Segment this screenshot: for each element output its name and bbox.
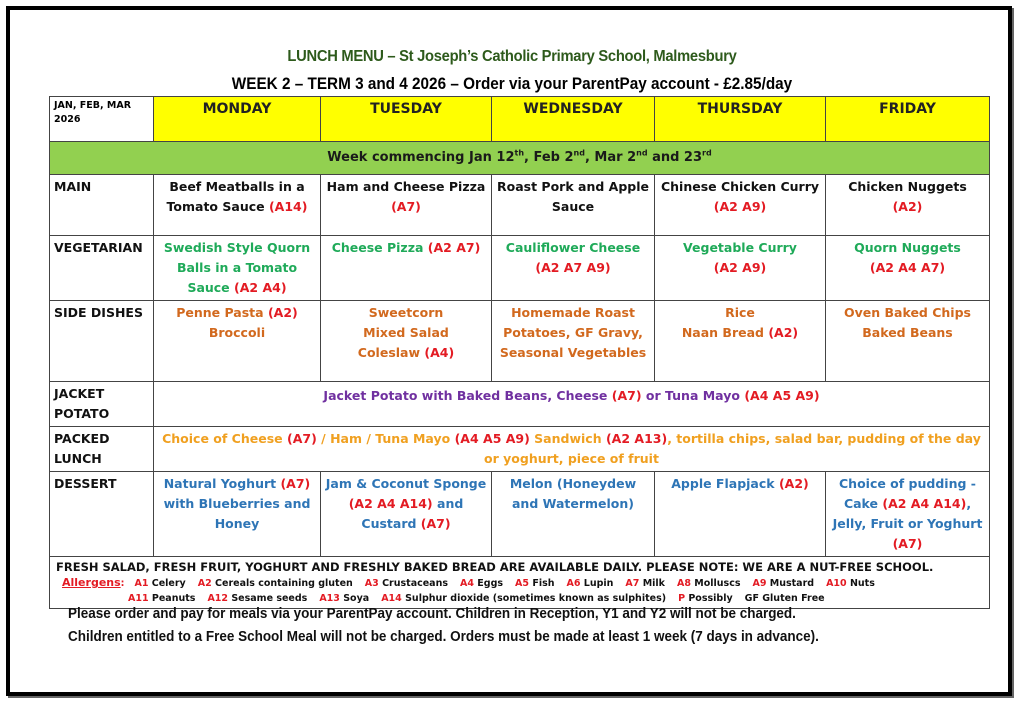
row-label-dessert: DESSERT: [50, 472, 154, 557]
allergen-codes: (A2 A9): [713, 199, 767, 214]
allergen-list-1: [134, 578, 886, 589]
side-dishes-row: [50, 301, 990, 382]
main-cell-monday: [154, 175, 321, 236]
allergen-codes: (A2 A13): [605, 431, 668, 446]
allergen-codes: (A7): [420, 516, 451, 531]
day-header-row: [50, 97, 990, 142]
dish-name: Chicken Nuggets: [848, 179, 967, 194]
daily-availability-note: FRESH SALAD, FRESH FRUIT, YOGHURT AND FRESHLY BAKED BREAD ARE AVAILABLE DAILY. PLEASE NOTE: WE ARE A NUT-FREE SCHOOL.: [56, 560, 934, 574]
main-cell-wednesday: [492, 175, 655, 236]
ordering-notes: [68, 603, 819, 649]
allergen-entry: [677, 578, 740, 589]
main-cell-thursday: [655, 175, 826, 236]
allergen-entry: [567, 578, 614, 589]
allergen-codes: (A7): [611, 388, 642, 403]
footer-cell: [50, 557, 990, 609]
dish-name: / Ham / Tuna Mayo: [316, 431, 455, 446]
dish-name: , Jelly, Fruit or Yoghurt: [832, 496, 983, 531]
dish-name: Swedish Style Quorn Balls in a Tomato Sauce: [163, 240, 311, 295]
allergen-codes: (A2): [892, 199, 923, 214]
dish-name: Cauliflower Cheese: [505, 240, 641, 255]
veg-cell-friday: [826, 236, 990, 301]
dish-name: and Custard: [361, 496, 464, 531]
lunch-menu-table: [49, 96, 990, 609]
packed-lunch-row: [50, 427, 990, 472]
side-cell-friday: [826, 301, 990, 382]
row-label-main: MAIN: [50, 175, 154, 236]
dish-name: Quorn Nuggets: [854, 240, 961, 255]
dish-name: with Blueberries and Honey: [163, 496, 311, 531]
allergen-codes: (A7): [286, 431, 317, 446]
allergen-code: P: [678, 593, 689, 604]
side-item: Oven Baked Chips: [844, 305, 971, 320]
dish-name: Sandwich: [529, 431, 606, 446]
allergen-entry: [752, 578, 814, 589]
main-cell-friday: [826, 175, 990, 236]
side-item: Mixed Salad: [363, 325, 449, 340]
veg-cell-thursday: [655, 236, 826, 301]
colon: :: [120, 578, 125, 589]
side-item: Baked Beans: [862, 325, 953, 340]
allergen-codes: (A2 A9): [713, 260, 767, 275]
menu-title: LUNCH MENU – St Joseph’s Catholic Primary School, Malmesbury: [287, 48, 737, 65]
allergen-name: Crustaceans: [382, 578, 449, 589]
jacket-potato-row: [50, 382, 990, 427]
allergen-code: A5: [515, 578, 533, 589]
allergen-codes: (A2 A4 A14): [348, 496, 433, 511]
allergen-code: A3: [364, 578, 383, 589]
allergen-entry: [460, 578, 503, 589]
allergen-key: [56, 575, 983, 606]
day-header-monday: MONDAY: [154, 97, 321, 142]
allergen-codes: (A2 A4): [234, 280, 287, 295]
allergen-codes: (A14): [268, 199, 308, 214]
allergen-code: A10: [826, 578, 850, 589]
allergen-code: A12: [207, 593, 232, 604]
allergen-name: Celery: [151, 578, 186, 589]
dessert-cell-friday: [826, 472, 990, 557]
veg-cell-tuesday: [321, 236, 492, 301]
side-item: Penne Pasta: [176, 305, 268, 320]
dish-name: Chinese Chicken Curry: [660, 179, 820, 194]
ordinal: nd: [573, 148, 585, 158]
term-label: JAN, FEB, MAR 2026: [50, 97, 154, 142]
allergen-name: Nuts: [849, 578, 875, 589]
row-label-side-dishes: SIDE DISHES: [50, 301, 154, 382]
allergen-codes: (A2 A4 A14): [882, 496, 967, 511]
side-item: Coleslaw: [357, 345, 425, 360]
row-label-jacket-potato: JACKET POTATO: [50, 382, 154, 427]
allergen-name: Peanuts: [151, 593, 196, 604]
allergen-codes: (A2): [778, 476, 809, 491]
dish-name: Apple Flapjack: [671, 476, 779, 491]
dish-name: Ham and Cheese Pizza: [326, 179, 486, 194]
week-text: , Feb 2: [524, 150, 574, 165]
side-item: Naan Bread: [681, 325, 769, 340]
allergen-code: A6: [566, 578, 584, 589]
allergen-name: Fish: [532, 578, 555, 589]
allergen-codes: (A2): [768, 325, 799, 340]
side-item: Broccoli: [208, 325, 266, 340]
allergen-entry: [198, 578, 353, 589]
side-cell-thursday: [655, 301, 826, 382]
dessert-cell-wednesday: [492, 472, 655, 557]
allergen-code: A9: [752, 578, 770, 589]
day-header-tuesday: TUESDAY: [321, 97, 492, 142]
allergen-entry: [826, 578, 875, 589]
allergen-code: A7: [625, 578, 643, 589]
row-label-packed-lunch: PACKED LUNCH: [50, 427, 154, 472]
jacket-potato-cell: [154, 382, 990, 427]
allergen-code: A8: [677, 578, 695, 589]
ordinal: th: [514, 148, 525, 158]
ordering-note-2: Children entitled to a Free School Meal will not be charged. Orders must be made at least 1 week (7 days in advance).: [68, 629, 819, 645]
side-item: Rice: [725, 305, 755, 320]
menu-subtitle: WEEK 2 – TERM 3 and 4 2026 – Order via your ParentPay account - £2.85/day: [231, 74, 793, 93]
week-text: and 23: [647, 150, 703, 165]
dish-name: Choice of Cheese: [162, 431, 287, 446]
allergens-label: [62, 576, 121, 589]
ordinal: nd: [636, 148, 648, 158]
allergen-name: Molluscs: [694, 578, 741, 589]
dish-name: Jacket Potato with Baked Beans, Cheese: [323, 388, 612, 403]
allergen-codes: (A4): [424, 345, 455, 360]
dish-name: Natural Yoghurt: [163, 476, 281, 491]
allergen-code: A14: [381, 593, 406, 604]
dessert-cell-thursday: [655, 472, 826, 557]
allergen-name: Eggs: [477, 578, 504, 589]
veg-cell-monday: [154, 236, 321, 301]
allergen-codes: (A2): [267, 305, 298, 320]
allergen-name: Sesame seeds: [231, 593, 308, 604]
side-cell-wednesday: [492, 301, 655, 382]
allergen-name: Cereals containing gluten: [215, 578, 353, 589]
allergen-name: GF Gluten Free: [744, 593, 825, 604]
allergen-codes: (A7): [892, 536, 923, 551]
dessert-cell-monday: [154, 472, 321, 557]
allergen-entry: [365, 578, 448, 589]
week-commencing-row: [50, 142, 990, 175]
allergen-code: A13: [319, 593, 344, 604]
packed-lunch-cell: [154, 427, 990, 472]
dish-name: Jam & Coconut Sponge: [325, 476, 487, 491]
side-item: Sweetcorn: [368, 305, 444, 320]
dish-name: Beef Meatballs in a Tomato Sauce: [166, 179, 305, 214]
allergen-codes: (A7): [391, 199, 421, 214]
allergen-code: A11: [128, 593, 152, 604]
allergen-line-1: [62, 575, 983, 591]
allergen-codes: (A4 A5 A9): [454, 431, 530, 446]
row-label-vegetarian: VEGETARIAN: [50, 236, 154, 301]
allergen-entry: [625, 578, 665, 589]
dish-name: or Tuna Mayo: [641, 388, 745, 403]
allergen-code: A2: [197, 578, 216, 589]
dessert-row: [50, 472, 990, 557]
dish-name: Vegetable Curry: [683, 240, 797, 255]
week-text: , Mar 2: [584, 150, 637, 165]
allergen-name: Soya: [343, 593, 370, 604]
allergens-label-text: Allergens: [62, 576, 121, 589]
allergen-name: Mustard: [769, 578, 815, 589]
ordinal: rd: [702, 148, 712, 158]
side-cell-monday: [154, 301, 321, 382]
dish-name: , tortilla chips, salad bar, pudding of the day or yoghurt, piece of fruit: [484, 431, 981, 466]
allergen-codes: (A2 A4 A7): [869, 260, 946, 275]
allergen-code: A1: [134, 578, 152, 589]
allergen-name: Milk: [642, 578, 665, 589]
allergen-entry: [515, 578, 554, 589]
day-header-friday: FRIDAY: [826, 97, 990, 142]
ordering-note-1: Please order and pay for meals via your ParentPay account. Children in Reception, Y1 and Y2 will not be charged.: [68, 606, 796, 622]
dish-name: Cheese Pizza: [331, 240, 428, 255]
allergen-codes: (A2 A7): [427, 240, 481, 255]
week-text: Week commencing Jan 12: [327, 150, 515, 165]
dish-name: Choice of pudding - Cake: [839, 476, 976, 511]
dish-name: Melon (Honeydew and Watermelon): [509, 476, 637, 511]
footer-row: [50, 557, 990, 609]
dish-name: Roast Pork and Apple Sauce: [497, 179, 649, 214]
main-row: [50, 175, 990, 236]
allergen-name: Sulphur dioxide (sometimes known as sulphites): [405, 593, 667, 604]
allergen-name: Lupin: [583, 578, 614, 589]
allergen-code: A4: [460, 578, 478, 589]
allergen-codes: (A2 A7 A9): [535, 260, 611, 275]
vegetarian-row: [50, 236, 990, 301]
allergen-codes: (A4 A5 A9): [744, 388, 820, 403]
allergen-entry: [134, 578, 185, 589]
side-item: Homemade Roast Potatoes, GF Gravy, Seasonal Vegetables: [499, 305, 647, 360]
day-header-wednesday: WEDNESDAY: [492, 97, 655, 142]
allergen-name: Possibly: [688, 593, 733, 604]
week-commencing: [50, 142, 990, 175]
side-cell-tuesday: [321, 301, 492, 382]
allergen-codes: (A7): [280, 476, 311, 491]
dessert-cell-tuesday: [321, 472, 492, 557]
main-cell-tuesday: [321, 175, 492, 236]
veg-cell-wednesday: [492, 236, 655, 301]
day-header-thursday: THURSDAY: [655, 97, 826, 142]
